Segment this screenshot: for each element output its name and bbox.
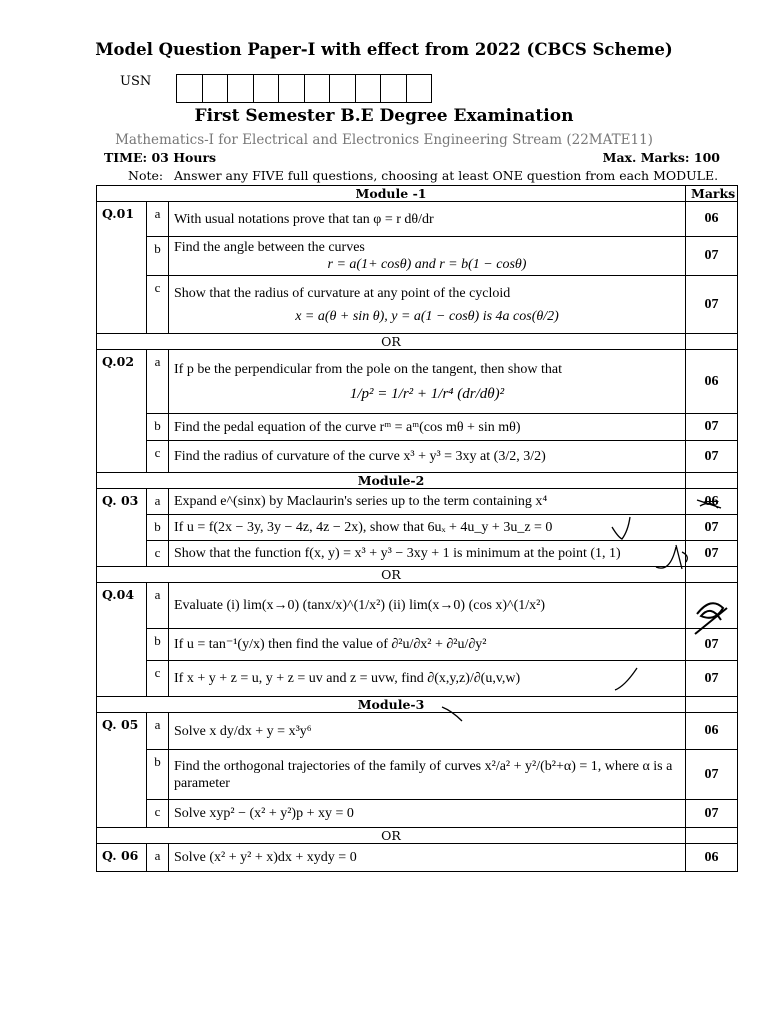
subquestion-label: c (147, 541, 169, 567)
question-cell (169, 350, 686, 414)
usn-box[interactable] (227, 74, 254, 103)
question-row (97, 844, 738, 872)
marks-cell (686, 489, 738, 515)
question-row (97, 276, 738, 334)
question-cell (169, 237, 686, 276)
question-equation: x = a(θ + sin θ), y = a(1 − cosθ) is 4a cos(θ/2) (295, 308, 559, 324)
question-number: Q. 06 (97, 844, 147, 872)
question-number: Q. 03 (97, 489, 147, 567)
module-header-row (97, 473, 738, 489)
marks-cell: 06 (686, 844, 738, 872)
question-text: Solve x dy/dx + y = x³y⁶ (169, 713, 686, 750)
subquestion-label: a (147, 489, 169, 515)
marks-cell: 07 (686, 629, 738, 661)
subquestion-label: b (147, 237, 169, 276)
question-text: If p be the perpendicular from the pole on the tangent, then show that (174, 361, 562, 377)
question-text: Find the radius of curvature of the curve x³ + y³ = 3xy at (3/2, 3/2) (169, 441, 686, 473)
question-row (97, 441, 738, 473)
question-text: Find the angle between the curves (174, 240, 365, 255)
subquestion-label: b (147, 750, 169, 800)
subquestion-label: c (147, 441, 169, 473)
question-row (97, 515, 738, 541)
question-text: With usual notations prove that tan φ = r dθ/dr (169, 202, 686, 237)
marks-cell: 07 (686, 414, 738, 441)
question-number: Q.02 (97, 350, 147, 473)
subquestion-label: b (147, 414, 169, 441)
question-row (97, 661, 738, 697)
question-equation: 1/p² = 1/r² + 1/r⁴ (dr/dθ)² (349, 385, 505, 402)
question-row (97, 202, 738, 237)
question-row (97, 713, 738, 750)
question-row (97, 629, 738, 661)
question-table (96, 185, 738, 872)
usn-box[interactable] (406, 74, 433, 103)
usn-boxes (177, 74, 432, 103)
question-text: Expand e^(sinx) by Maclaurin's series up to the term containing x⁴ (169, 489, 686, 515)
question-cell (169, 276, 686, 334)
subquestion-label: a (147, 350, 169, 414)
or-row (97, 334, 738, 350)
question-row (97, 414, 738, 441)
subquestion-label: c (147, 661, 169, 697)
question-text: Evaluate (i) lim(x→0) (tanx/x)^(1/x²) (ii) lim(x→0) (cos x)^(1/x²) (169, 583, 686, 629)
subquestion-label: a (147, 713, 169, 750)
marks-cell: 07 (686, 661, 738, 697)
module-heading: Module-2 (97, 473, 686, 489)
subquestion-label: a (147, 202, 169, 237)
question-number: Q.01 (97, 202, 147, 334)
module-heading: Module-3 (97, 697, 686, 713)
question-text: If u = tan⁻¹(y/x) then find the value of ∂²u/∂x² + ∂²u/∂y² (169, 629, 686, 661)
or-row (97, 567, 738, 583)
question-text: If u = f(2x − 3y, 3y − 4z, 4z − 2x), show that 6uₓ + 4u_y + 3u_z = 0 (169, 515, 686, 541)
marks-cell: 07 (686, 276, 738, 334)
question-text: Find the pedal equation of the curve rᵐ = aᵐ(cos mθ + sin mθ) (169, 414, 686, 441)
question-row (97, 583, 738, 629)
subquestion-label: a (147, 844, 169, 872)
marks-column-heading: Marks (686, 186, 738, 202)
module-header-row (97, 697, 738, 713)
module-header-row (97, 186, 738, 202)
question-row (97, 800, 738, 828)
subquestion-label: c (147, 800, 169, 828)
question-number: Q. 05 (97, 713, 147, 828)
marks-cell: 07 (686, 515, 738, 541)
marks-cell: 07 (686, 541, 738, 567)
marks-cell: 07 (686, 441, 738, 473)
question-equation: r = a(1+ cosθ) and r = b(1 − cosθ) (327, 257, 527, 272)
struck-marks: 06 (704, 493, 719, 509)
question-text: Solve xyp² − (x² + y²)p + xy = 0 (169, 800, 686, 828)
question-text: Find the orthogonal trajectories of the family of curves x²/a² + y²/(b²+α) = 1, where α is a parameter (169, 750, 686, 800)
usn-box[interactable] (329, 74, 356, 103)
marks-cell: 07 (686, 800, 738, 828)
usn-box[interactable] (176, 74, 203, 103)
question-row (97, 237, 738, 276)
note-text: Answer any FIVE full questions, choosing at least ONE question from each MODULE. (174, 168, 719, 183)
usn-box[interactable] (304, 74, 331, 103)
exam-title: First Semester B.E Degree Examination (194, 106, 574, 126)
time-label: TIME: 03 Hours (104, 150, 217, 165)
usn-box[interactable] (355, 74, 382, 103)
question-number: Q.04 (97, 583, 147, 697)
marks-cell: 07 (686, 237, 738, 276)
note-label: Note: (128, 168, 164, 183)
or-label: OR (97, 334, 686, 350)
marks-cell: 07 (686, 750, 738, 800)
usn-label: USN (120, 74, 152, 89)
question-text: Show that the function f(x, y) = x³ + y³ − 3xy + 1 is minimum at the point (1, 1) (169, 541, 686, 567)
subquestion-label: c (147, 276, 169, 334)
paper-title: Model Question Paper-I with effect from 2022 (CBCS Scheme) (95, 40, 673, 59)
question-text: Show that the radius of curvature at any point of the cycloid (174, 285, 511, 301)
or-label: OR (97, 567, 686, 583)
marks-cell (686, 583, 738, 629)
marks-cell: 06 (686, 202, 738, 237)
or-row (97, 828, 738, 844)
subject-title: Mathematics-I for Electrical and Electronics Engineering Stream (22MATE11) (115, 132, 653, 148)
subquestion-label: b (147, 515, 169, 541)
question-text: If x + y + z = u, y + z = uv and z = uvw, find ∂(x,y,z)/∂(u,v,w) (169, 661, 686, 697)
subquestion-label: b (147, 629, 169, 661)
max-marks-label: Max. Marks: 100 (602, 150, 720, 165)
marks-cell: 06 (686, 713, 738, 750)
question-row (97, 489, 738, 515)
usn-box[interactable] (202, 74, 229, 103)
usn-box[interactable] (380, 74, 407, 103)
question-row (97, 541, 738, 567)
subquestion-label: a (147, 583, 169, 629)
question-row (97, 350, 738, 414)
usn-box[interactable] (278, 74, 305, 103)
question-row (97, 750, 738, 800)
or-label: OR (97, 828, 686, 844)
usn-box[interactable] (253, 74, 280, 103)
question-text: Solve (x² + y² + x)dx + xydy = 0 (169, 844, 686, 872)
marks-cell: 06 (686, 350, 738, 414)
module-heading: Module -1 (97, 186, 686, 202)
